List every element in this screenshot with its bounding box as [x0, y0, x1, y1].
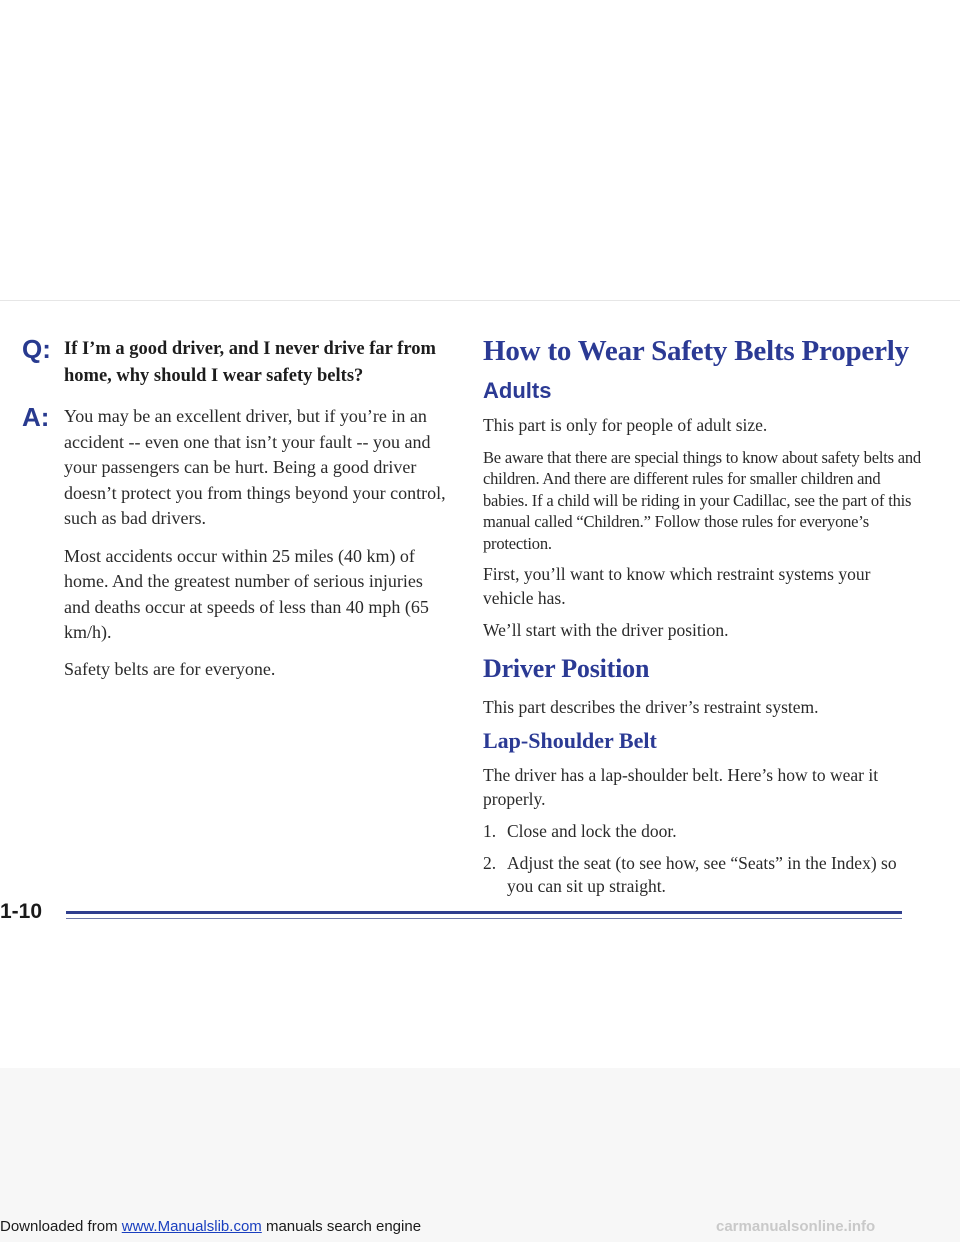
manualslib-link[interactable]: www.Manualslib.com: [121, 1218, 262, 1235]
question-block: [22, 336, 450, 390]
list-item-number: 1.: [483, 821, 497, 841]
adults-heading: Adults: [483, 378, 552, 403]
adults-paragraph-3: First, you’ll want to know which restraint systems your vehicle has.: [483, 564, 871, 608]
answer-block: [22, 404, 450, 532]
adults-paragraph-1: This part is only for people of adult size.: [483, 415, 768, 435]
watermark-bar: [0, 1217, 960, 1237]
accident-stats-paragraph: Most accidents occur within 25 miles (40 km) of home. And the greatest number of serious injuries and deaths occur at speeds of less than 40 mph (65 km/h).: [64, 545, 429, 642]
left-column: [22, 336, 450, 693]
list-item-text: Close and lock the door.: [507, 821, 677, 841]
question-text: If I’m a good driver, and I never drive far from home, why should I wear safety belts?: [64, 339, 436, 386]
section-title: How to Wear Safety Belts Properly: [483, 335, 909, 367]
lap-shoulder-heading: Lap-Shoulder Belt: [483, 728, 657, 753]
driver-paragraph: This part describes the driver’s restraint system.: [483, 696, 819, 717]
everyone-paragraph: Safety belts are for everyone.: [64, 658, 276, 679]
watermark-prefix: Downloaded from: [0, 1218, 122, 1235]
question-mark-label: Q:: [22, 334, 51, 364]
watermark-suffix: manuals search engine: [261, 1218, 422, 1235]
top-divider: [0, 300, 960, 301]
answer-text: You may be an excellent driver, but if you’re in an accident -- even one that isn’t your fault -- you and your passengers can be hurt. Being a good driver doesn’t protect you from things beyond your control, such as bad drivers.: [64, 406, 446, 528]
footer-rule-thin: [66, 918, 902, 919]
list-item-text: Adjust the seat (to see how, see “Seats” in the Index) so you can sit up straight.: [507, 852, 897, 896]
driver-position-heading: Driver Position: [483, 653, 650, 683]
adults-paragraph-4: We’ll start with the driver position.: [483, 620, 729, 640]
lap-paragraph: The driver has a lap-shoulder belt. Here’s how to wear it properly.: [483, 765, 879, 809]
answer-mark-label: A:: [22, 402, 50, 432]
right-column: [483, 334, 923, 907]
list-item: [483, 820, 923, 844]
list-item: [483, 852, 923, 899]
footer-rule-thick: [66, 911, 902, 914]
watermark-right-text: carmanualsonline.info: [716, 1218, 876, 1235]
list-item-number: 2.: [483, 852, 497, 873]
page-bottom-band: [0, 1068, 960, 1242]
adults-paragraph-2: Be aware that there are special things to know about safety belts and children. And there are different rules for smaller children and babies. If a child will be riding in your Cadillac, see the part of this manual called “Children.” Follow those rules for everyone’s protection.: [483, 447, 921, 553]
page-number: 1-10: [0, 900, 43, 923]
